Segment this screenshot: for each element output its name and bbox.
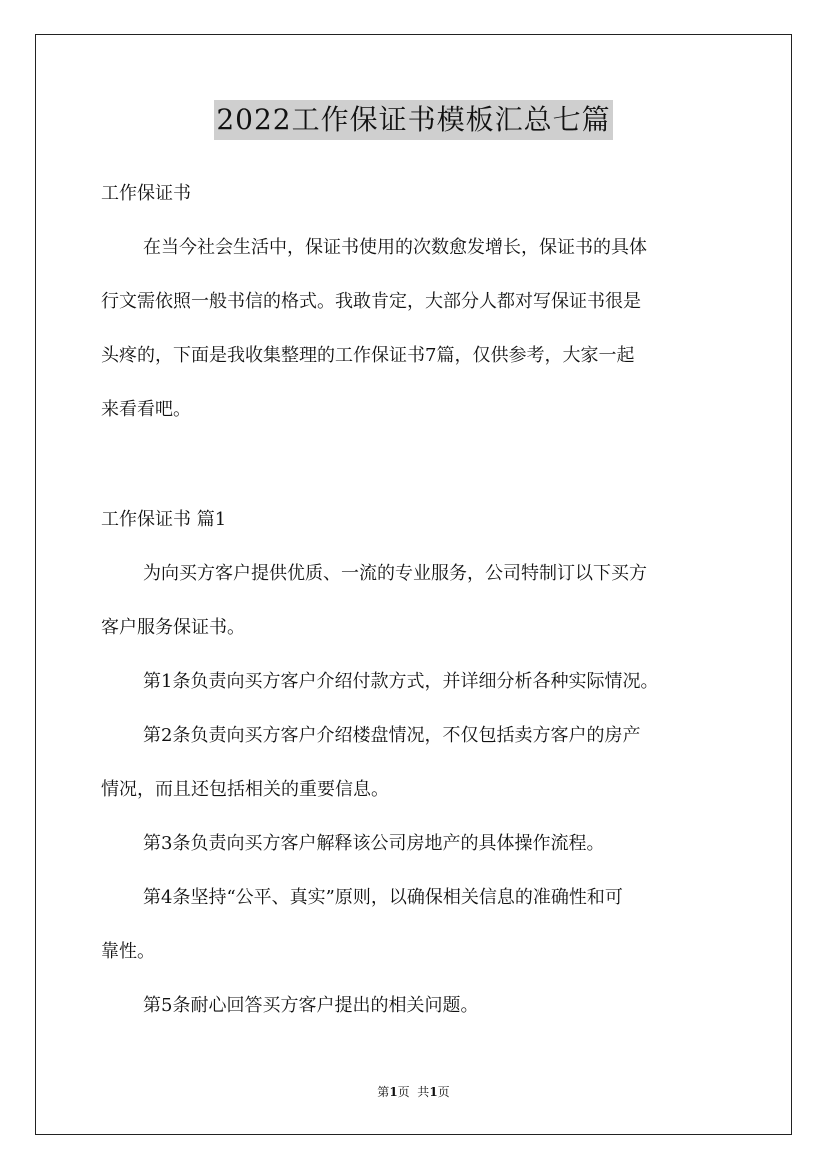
paragraph-line: 第1条负责向买方客户介绍付款方式，并详细分析各种实际情况。	[143, 671, 659, 692]
footer-mid: 页 共	[397, 1085, 430, 1099]
document-title: 2022工作保证书模板汇总七篇	[214, 100, 612, 140]
paragraph-line: 客户服务保证书。	[101, 617, 245, 638]
intro-heading: 工作保证书	[101, 183, 191, 204]
intro-line: 来看看吧。	[101, 399, 191, 420]
footer-page-number: 1	[389, 1085, 398, 1099]
intro-line: 行文需依照一般书信的格式。我敢肯定，大部分人都对写保证书很是	[101, 291, 641, 312]
paragraph-line: 第4条坚持“公平、真实”原则，以确保相关信息的准确性和可	[143, 887, 623, 908]
paragraph-line: 第2条负责向买方客户介绍楼盘情况，不仅包括卖方客户的房产	[143, 725, 641, 746]
footer-suffix: 页	[437, 1085, 450, 1099]
section-heading: 工作保证书 篇1	[101, 509, 227, 530]
paragraph-line: 第5条耐心回答买方客户提出的相关问题。	[143, 995, 479, 1016]
title-container	[0, 100, 827, 140]
paragraph-line: 靠性。	[101, 941, 155, 962]
intro-line: 头疼的，下面是我收集整理的工作保证书7篇，仅供参考，大家一起	[101, 345, 635, 366]
paragraph-line: 第3条负责向买方客户解释该公司房地产的具体操作流程。	[143, 833, 605, 854]
paragraph-line: 为向买方客户提供优质、一流的专业服务，公司特制订以下买方	[143, 563, 647, 584]
paragraph-line: 情况，而且还包括相关的重要信息。	[101, 779, 389, 800]
footer-prefix: 第	[377, 1085, 390, 1099]
page-footer	[0, 1084, 827, 1100]
intro-line: 在当今社会生活中，保证书使用的次数愈发增长，保证书的具体	[143, 237, 647, 258]
footer-total-pages: 1	[429, 1085, 438, 1099]
